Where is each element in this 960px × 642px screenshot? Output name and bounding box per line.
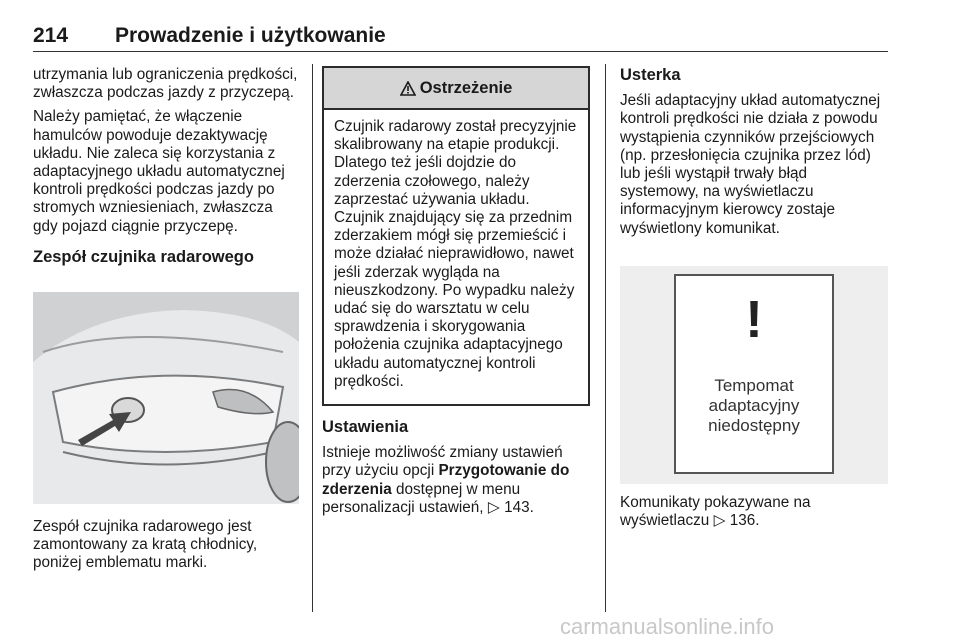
warning-header bbox=[324, 68, 588, 110]
col1-paragraph-1: utrzymania lub ograniczenia prędkości, zwłaszcza podczas jazdy z przyczepą. bbox=[33, 66, 298, 102]
fault-paragraph: Jeśli adaptacyjny układ automatycznej kontroli prędkości nie działa z powodu wystąpienia czynników przejściowych (np. przesłonięcia czujnika przez lód) lub jeśli wystąpił trwały błąd systemowy, na wyświetlaczu informacyjnym kierowcy zostaje wyświetlony komunikat. bbox=[620, 92, 881, 237]
fault-section bbox=[620, 66, 888, 244]
display-caption bbox=[620, 494, 888, 536]
figure-caption bbox=[33, 518, 301, 579]
header-rule bbox=[33, 51, 888, 52]
settings-page-ref[interactable]: 143. bbox=[504, 498, 534, 516]
watermark: carmanualsonline.info bbox=[560, 614, 775, 639]
col1-paragraph-2: Należy pamiętać, że włączenie hamulców powoduje dezaktywację układu. Nie zaleca się korzystania z adaptacyjnego układu automatycznej kontroli prędkości podczas jazdy po stromych wzniesieniach, zwłaszcza gdy pojazd ciągnie przyczepę. bbox=[33, 108, 285, 235]
warning-box bbox=[322, 66, 590, 406]
radar-sensor-heading: Zespół czujnika radarowego bbox=[33, 247, 254, 266]
display-page-ref[interactable]: 136. bbox=[729, 512, 760, 530]
page-header bbox=[33, 24, 888, 50]
settings-paragraph bbox=[322, 444, 590, 517]
page-title: Prowadzenie i użytkowanie bbox=[115, 24, 386, 47]
car-front-illustration bbox=[33, 292, 299, 504]
display-message-figure bbox=[620, 266, 888, 484]
display-screen bbox=[674, 274, 834, 474]
arrow-reference-icon: ▷ bbox=[713, 512, 726, 530]
display-caption-text bbox=[620, 494, 888, 530]
warning-exclamation-icon: ! bbox=[745, 291, 763, 349]
display-line-1: Tempomat bbox=[714, 376, 794, 395]
warning-title: Ostrzeżenie bbox=[419, 78, 513, 97]
settings-section bbox=[322, 418, 590, 523]
warning-triangle-icon bbox=[400, 81, 416, 96]
arrow-reference-icon: ▷ bbox=[487, 498, 500, 516]
radar-sensor-figure bbox=[33, 292, 299, 504]
fault-heading: Usterka bbox=[620, 66, 681, 84]
column-1 bbox=[33, 66, 301, 274]
settings-option-name: Przygotowanie do zderzenia bbox=[322, 462, 570, 498]
warning-body: Czujnik radarowy został precyzyjnie skalibrowany na etapie produkcji. Dlatego też jeśli dojdzie do zderzenia czołowego, należy zaprzestać używania układu. Czujnik znajdujący się za przednim zderzakiem mógł się przemieścić i może działać nieprawidłowo, nawet jeśli zderzak wygląda na nieuszkodzony. Po wypadku należy udać się do warsztatu w celu sprawdzenia i skorygowania położenia czujnika adaptacyjnego układu automatycznej kontroli prędkości. bbox=[334, 118, 577, 390]
display-message bbox=[676, 376, 832, 436]
column-divider-1 bbox=[312, 64, 313, 612]
settings-text-1: Istnieje możliwość zmiany ustawień przy użyciu opcji bbox=[322, 444, 563, 480]
display-caption-label: Komunikaty pokazywane na wyświetlaczu bbox=[620, 494, 811, 530]
page-number: 214 bbox=[33, 24, 69, 47]
radar-caption: Zespół czujnika radarowego jest zamontowany za kratą chłodnicy, poniżej emblematu marki. bbox=[33, 518, 258, 572]
display-line-2: adaptacyjny bbox=[708, 396, 800, 415]
settings-text-2: dostępnej w menu personalizacji ustawień, bbox=[322, 480, 521, 516]
settings-heading: Ustawienia bbox=[322, 418, 409, 436]
column-divider-2 bbox=[605, 64, 606, 612]
display-line-3: niedostępny bbox=[708, 416, 800, 435]
